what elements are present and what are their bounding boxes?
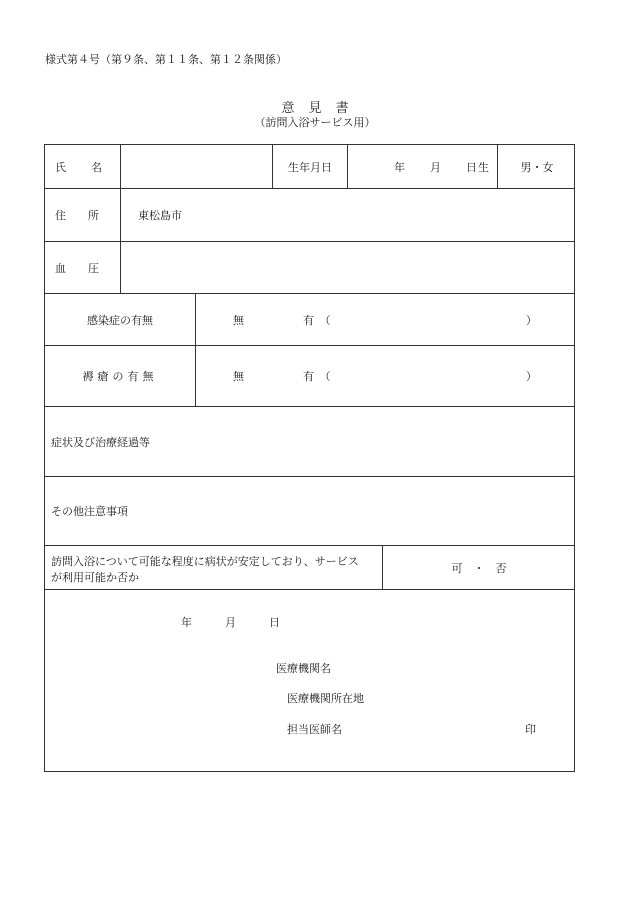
bedsore-label: 褥瘡の有無	[82, 370, 158, 383]
birthdate-field[interactable]: 年 月 日生	[394, 160, 490, 174]
infection-close-paren: ）	[526, 313, 537, 327]
blood-pressure-label: 血 圧	[55, 261, 99, 275]
address-field[interactable]: 東松島市	[138, 209, 182, 222]
sex-selection[interactable]: 男・女	[520, 160, 554, 174]
bedsore-none-option[interactable]: 無	[233, 370, 244, 383]
opinion-form-table	[44, 144, 575, 772]
bedsore-yes-option[interactable]: 有 （	[303, 370, 331, 383]
form-number: 様式第４号（第９条、第１１条、第１２条関係）	[45, 53, 287, 66]
name-label: 氏 名	[55, 160, 103, 174]
column-divider	[195, 293, 196, 406]
bedsore-close-paren: ）	[526, 370, 537, 383]
doctor-name-label: 担当医師名	[287, 723, 342, 736]
signature-date: 年 月 日	[181, 616, 280, 629]
institution-address-label: 医療機関所在地	[287, 692, 364, 705]
blood-pressure-field[interactable]	[121, 242, 575, 293]
availability-question-line1: 訪問入浴について可能な程度に病状が安定しており、サービス	[51, 555, 359, 568]
infection-label: 感染症の有無	[87, 313, 153, 327]
row-divider	[45, 589, 574, 590]
symptoms-label: 症状及び治療経過等	[51, 435, 150, 449]
bedsore-detail-field[interactable]	[345, 346, 525, 406]
infection-detail-field[interactable]	[345, 294, 525, 345]
infection-yes-option[interactable]: 有 （	[303, 313, 331, 327]
document-subtitle: （訪問入浴サービス用）	[254, 116, 376, 129]
availability-question-line2: が利用可能か否か	[51, 571, 139, 584]
availability-answer[interactable]: 可 ・ 否	[451, 561, 507, 575]
document-title: 意見書	[281, 101, 363, 116]
notes-label: その他注意事項	[51, 505, 128, 518]
infection-none-option[interactable]: 無	[233, 313, 244, 327]
birthdate-label: 生年月日	[288, 160, 332, 174]
seal-mark: 印	[525, 723, 536, 736]
column-divider	[347, 145, 348, 188]
institution-name-label: 医療機関名	[276, 662, 331, 675]
address-label: 住 所	[55, 209, 99, 222]
name-field[interactable]	[121, 145, 271, 188]
